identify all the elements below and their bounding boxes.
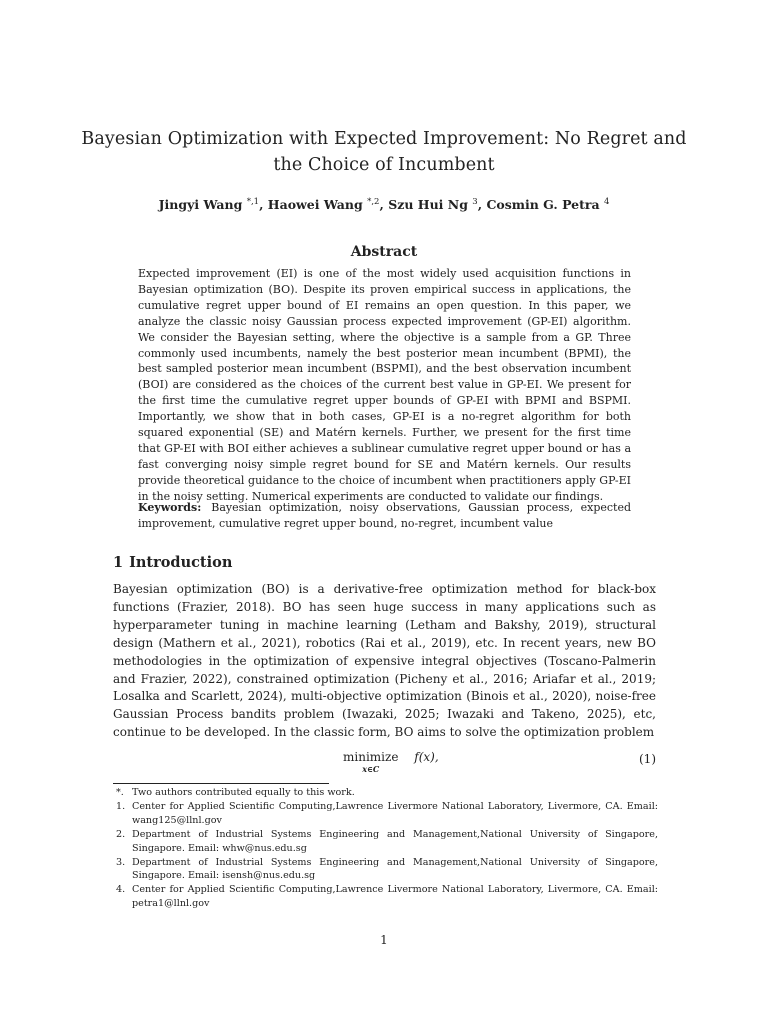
footnote-marker: 2. (116, 828, 126, 840)
footnote-marker: 1. (116, 800, 126, 812)
section-heading (113, 554, 232, 571)
footnotes (113, 786, 658, 911)
footnote-rule (113, 783, 329, 784)
equation-expression: f(x), (414, 750, 439, 764)
keywords-text: Bayesian optimization, noisy observations, Gaussian process, expected improvement, cumulative regret upper bound, no-regret, incumbent value (138, 501, 631, 530)
author (388, 197, 486, 212)
footnote-marker: *. (116, 787, 124, 798)
section-number: 1 (113, 554, 124, 571)
footnote (113, 800, 658, 828)
author-affiliation-mark: *,1 (246, 196, 260, 207)
footnote (113, 828, 658, 856)
equation-operator-text: minimize (343, 750, 399, 764)
author-separator: , (379, 197, 389, 212)
footnote-text: Two authors contributed equally to this work. (132, 787, 355, 798)
author (486, 197, 609, 212)
footnote-text: Center for Applied Scientific Computing,Lawrence Livermore National Laboratory, Livermore, CA. Email: petra1@llnl.gov (132, 884, 658, 910)
author-separator: , (477, 197, 487, 212)
page-number: 1 (380, 933, 388, 947)
author-separator: , (259, 197, 268, 212)
author-affiliation-mark: 4 (603, 196, 610, 207)
keywords-label: Keywords: (138, 501, 202, 514)
author-name: Szu Hui Ng (388, 197, 468, 212)
equation (113, 750, 656, 778)
author (159, 197, 268, 212)
footnote (113, 786, 658, 800)
abstract-text: Expected improvement (EI) is one of the most widely used acquisition functions in Bayesian optimization (BO). Despite its proven empirical success in applications, the cumulative regret upper bound of EI remains an open question. In this paper, we analyze the classic noisy Gaussian process expected improvement (GP-EI) algorithm. We consider the Bayesian setting, where the objective is a sample from a GP. Three commonly used incumbents, namely the best posterior mean incumbent (BPMI), the best sampled posterior mean incumbent (BSPMI), and the best observation incumbent (BOI) are considered as the choices of the current best value in GP-EI. We present for the first time the cumulative regret upper bounds of GP-EI with BPMI and BSPMI. Importantly, we show that in both cases, GP-EI is a no-regret algorithm for both squared exponential (SE) and Matérn kernels. Further, we present for the first time that GP-EI with BOI either achieves a sublinear cumulative regret upper bound or has a fast converging noisy simple regret bound for SE and Matérn kernels. Our results provide theoretical guidance to the choice of incumbent when practitioners apply GP-EI in the noisy setting. Numerical experiments are conducted to validate our findings. (138, 267, 631, 503)
footnote-text: Center for Applied Scientific Computing,Lawrence Livermore National Laboratory, Livermore, CA. Email: wang125@llnl.gov (132, 800, 658, 826)
keywords (138, 500, 631, 532)
section-title: Introduction (129, 554, 233, 571)
abstract-heading: Abstract (350, 244, 418, 260)
footnote (113, 883, 658, 911)
intro-paragraph: Bayesian optimization (BO) is a derivative-free optimization method for black-box functions (Frazier, 2018). BO has seen huge success in many applications such as hyperparameter tuning in machine learning (Letham and Bakshy, 2019), structural design (Mathern et al., 2021), robotics (Rai et al., 2019), etc. In recent years, new BO methodologies in the optimization of expensive integral objectives (Toscano-Palmerin and Frazier, 2022), constrained optimization (Picheny et al., 2016; Ariafar et al., 2019; Losalka and Scarlett, 2024), multi-objective optimization (Binois et al., 2020), noise-free Gaussian Process bandits problem (Iwazaki, 2025; Iwazaki and Takeno, 2025), etc, continue to be developed. In the classic form, BO aims to solve the optimization problem (113, 582, 656, 740)
footnote-text: Department of Industrial Systems Engineering and Management,National University of Singapore, Singapore. Email: isensh@nus.edu.sg (132, 856, 658, 882)
author-name: Cosmin G. Petra (486, 197, 600, 212)
equation-number: (1) (639, 752, 656, 766)
author-affiliation-mark: 3 (472, 196, 478, 207)
footnote (113, 856, 658, 884)
footnote-text: Department of Industrial Systems Engineering and Management,National University of Singapore, Singapore. Email: whw@nus.edu.sg (132, 828, 658, 854)
author-affiliation-mark: *,2 (367, 196, 380, 207)
author-list (80, 197, 688, 212)
author-name: Haowei Wang (267, 197, 363, 212)
paper-title: Bayesian Optimization with Expected Improvement: No Regret and the Choice of Incumbent (81, 129, 687, 175)
equation-subscript: x∈C (362, 764, 380, 774)
author (268, 197, 388, 212)
equation-operator (343, 750, 398, 773)
footnote-marker: 4. (116, 884, 126, 896)
equation-body (343, 750, 439, 773)
author-name: Jingyi Wang (158, 197, 243, 212)
footnote-marker: 3. (116, 856, 126, 868)
